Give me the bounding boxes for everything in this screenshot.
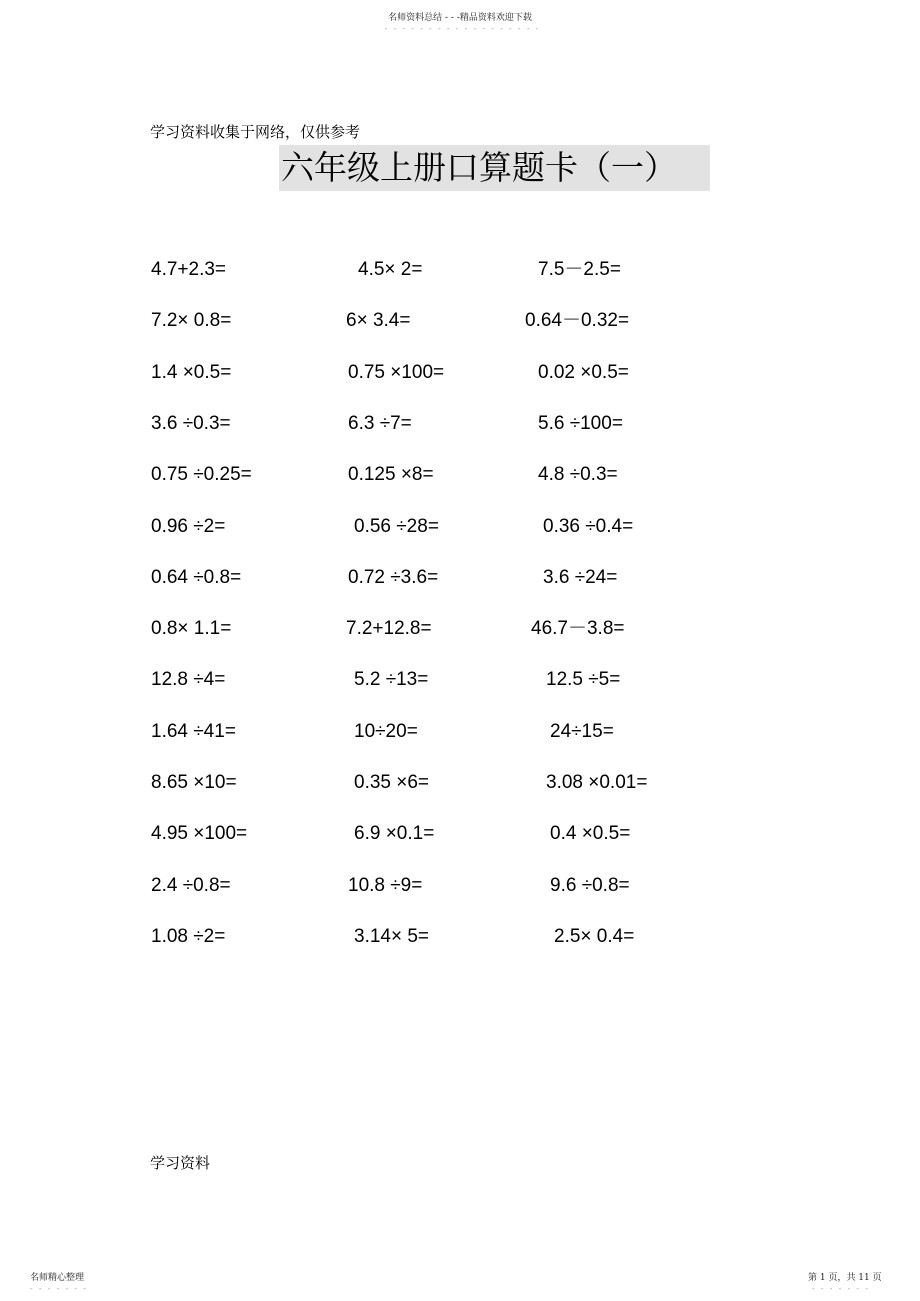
problem-item: 0.02 ×0.5=	[538, 362, 629, 383]
bottom-right-dash: - - - - - - -	[812, 1284, 870, 1293]
problem-item: 6.9 ×0.1=	[354, 823, 435, 844]
problem-item: 0.35 ×6=	[354, 772, 430, 793]
problem-item: 12.5 ÷5=	[546, 669, 621, 690]
problem-item: 12.8 ÷4=	[151, 669, 226, 690]
page-number: 第 1 页，共 11 页	[808, 1273, 882, 1283]
problem-item: 7.2+12.8=	[346, 618, 432, 639]
page-header-text: 名师资料总结 - - -精品资料欢迎下载	[388, 13, 532, 23]
problem-item: 3.6 ÷0.3=	[151, 413, 231, 434]
problem-item: 0.75 ÷0.25=	[151, 464, 252, 485]
page-title: 六年级上册口算题卡（一）	[279, 145, 710, 191]
problem-item: 2.5× 0.4=	[554, 926, 635, 947]
problem-item: 5.2 ÷13=	[354, 669, 429, 690]
intro-note: 学习资料收集于网络，仅供参考	[150, 123, 361, 141]
problem-item: 0.36 ÷0.4=	[543, 516, 634, 537]
footer-label: 学习资料	[150, 1154, 211, 1172]
problem-item: 4.8 ÷0.3=	[538, 464, 618, 485]
bottom-left-text: 名师精心整理	[30, 1273, 85, 1283]
problem-item: 0.64－0.32=	[525, 310, 630, 331]
problem-item: 7.2× 0.8=	[151, 310, 232, 331]
problem-item: 3.14× 5=	[354, 926, 430, 947]
problem-item: 2.4 ÷0.8=	[151, 875, 231, 896]
problem-item: 0.96 ÷2=	[151, 516, 226, 537]
problem-item: 0.75 ×100=	[348, 362, 445, 383]
problem-item: 0.56 ÷28=	[354, 516, 439, 537]
problem-item: 5.6 ÷100=	[538, 413, 623, 434]
problem-item: 46.7－3.8=	[531, 618, 625, 639]
problem-item: 3.6 ÷24=	[543, 567, 618, 588]
problem-item: 0.8× 1.1=	[151, 618, 232, 639]
problem-item: 10.8 ÷9=	[348, 875, 423, 896]
problem-item: 1.64 ÷41=	[151, 721, 236, 742]
problem-item: 10÷20=	[354, 721, 418, 742]
problem-item: 4.7+2.3=	[151, 259, 227, 280]
problem-item: 1.08 ÷2=	[151, 926, 226, 947]
problem-item: 9.6 ÷0.8=	[550, 875, 630, 896]
problem-item: 0.125 ×8=	[348, 464, 434, 485]
problem-item: 4.5× 2=	[358, 259, 423, 280]
problem-item: 4.95 ×100=	[151, 823, 248, 844]
problem-item: 0.72 ÷3.6=	[348, 567, 439, 588]
problem-item: 1.4 ×0.5=	[151, 362, 232, 383]
problem-item: 7.5－2.5=	[538, 259, 621, 280]
problem-item: 6× 3.4=	[346, 310, 411, 331]
bottom-left-dash: - - - - - - -	[30, 1284, 88, 1293]
problem-item: 24÷15=	[550, 721, 614, 742]
problem-item: 8.65 ×10=	[151, 772, 237, 793]
header-dash-line: - - - - - - - - - - - - - - - - - -	[384, 24, 541, 33]
problem-item: 0.64 ÷0.8=	[151, 567, 242, 588]
problem-item: 3.08 ×0.01=	[546, 772, 648, 793]
problem-item: 6.3 ÷7=	[348, 413, 412, 434]
problem-item: 0.4 ×0.5=	[550, 823, 631, 844]
